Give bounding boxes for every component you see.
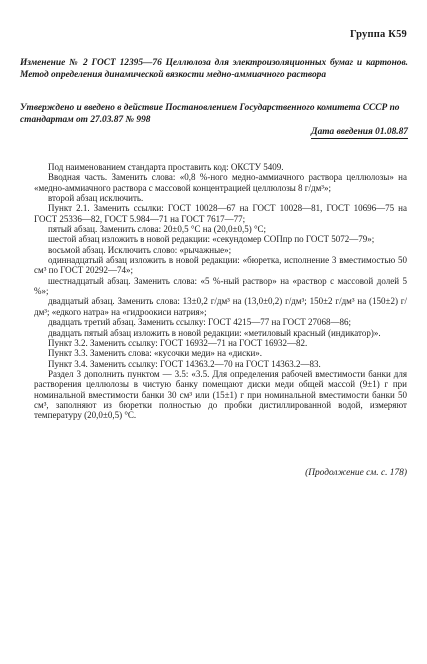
paragraph: Пункт 2.1. Заменить ссылки: ГОСТ 10028—67 на ГОСТ 10028—81, ГОСТ 10696—75 на ГОСТ 25336—82, ГОСТ 5.984—71 на ГОСТ 7617—77; [34,203,407,224]
paragraph: шестнадцатый абзац. Заменить слова: «5 %-ный раствор» на «раствор с массовой долей 5 %»; [34,275,407,297]
paragraph: Раздел 3 дополнить пунктом — 3.5: «3.5. Для определения рабочей вместимости банки для растворения целлюлозы в чистую банку помещают диски меди общей массой (9±1) г при номинальной вместимости банки 30 см³ или (15±1) г при номинальной вместимости банки 50 см³, заполняют из бюретки полностью до пробки дистиллированной водой, измеряют температуру (20,0±0,5) °С. [34,368,407,421]
paragraph: Вводная часть. Заменить слова: «0,8 %-ного медно-аммиачного раствора целлюлозы» на «медно-аммиачного раствора с массовой концентрацией целлюлозы 8 г/дм³»; [34,172,407,193]
paragraph: шестой абзац изложить в новой редакции: «секундомер СОПпр по ГОСТ 5072—79»; [48,234,375,245]
paragraph: двадцатый абзац. Заменить слова: 13±0,2 г/дм³ на (13,0±0,2) г/дм³; 150±2 г/дм³ на (150±2) г/дм³; «едкого натра» на «гидроокиси натрия»; [34,296,407,317]
paragraph: Пункт 3.4. Заменить ссылку: ГОСТ 14363.2—70 на ГОСТ 14363.2—83. [48,358,321,369]
paragraph: двадцать пятый абзац изложить в новой редакции: «метиловый красный (индикатор)». [48,327,381,338]
amendment-body [34,162,407,421]
amendment-title: Изменение № 2 ГОСТ 12395—76 Целлюлоза для электроизоляционных бумаг и картонов. Метод определения динамической вязкости медно-аммиачного раствора [20,58,408,80]
paragraph: пятый абзац. Заменить слова: 20±0,5 °С на (20,0±0,5) °С; [48,224,267,235]
paragraph: Пункт 3.2. Заменить ссылку: ГОСТ 16932—71 на ГОСТ 16932—82. [48,337,308,348]
group-code: Группа К59 [349,29,407,40]
paragraph: одиннадцатый абзац изложить в новой редакции: «бюретка, исполнение 3 вместимостью 50 см³ по ГОСТ 20292—74»; [34,255,407,276]
paragraph: двадцать третий абзац. Заменить ссылку: ГОСТ 4215—77 на ГОСТ 27068—86; [48,317,351,328]
effective-date: Дата введения 01.08.87 [311,127,408,137]
paragraph: восьмой абзац. Исключить слово: «рычажные»; [48,244,232,255]
paragraph: Пункт 3.3. Заменить слова: «кусочки меди» на «диски». [48,348,263,359]
paragraph: второй абзац исключить. [48,193,144,204]
paragraph: Под наименованием стандарта проставить код: ОКСТУ 5409. [48,162,284,172]
approval-statement: Утверждено и введено в действие Постановлением Государственного комитета СССР по стандартам от 27.03.87 № 998 [20,103,400,125]
continuation-note: (Продолжение см. с. 178) [305,468,407,478]
